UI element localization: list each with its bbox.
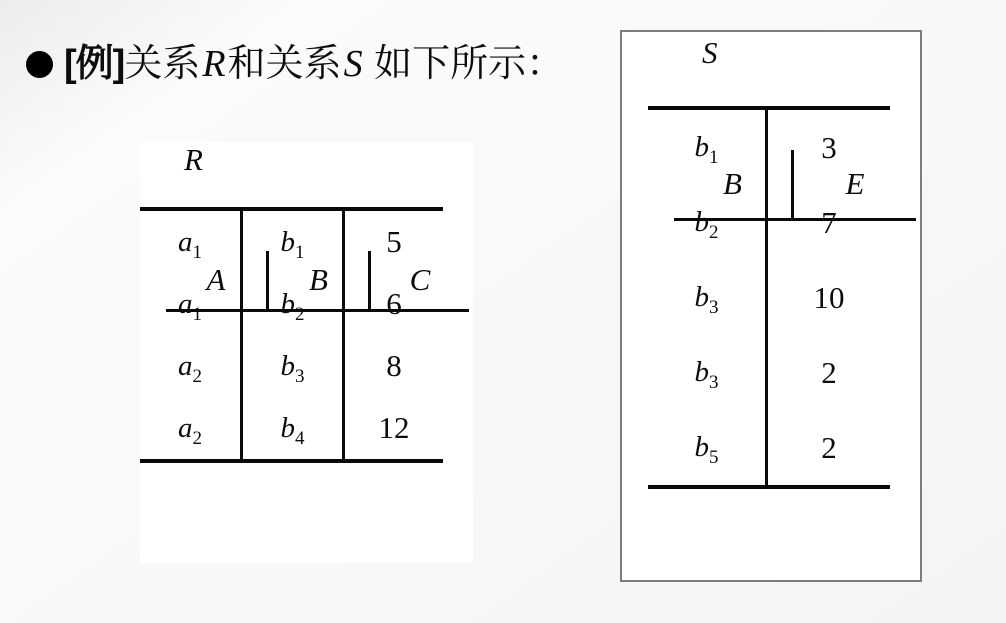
table-cell — [765, 260, 890, 335]
cell-value: $b_1$ — [694, 131, 719, 168]
cell-value: 2 — [821, 354, 837, 390]
table-cell — [648, 335, 765, 410]
cell-value: $b_3$ — [694, 281, 719, 318]
relation-s-header-row — [674, 150, 916, 221]
cell-value: 6 — [386, 286, 402, 321]
cell-value: $a_2$ — [178, 411, 202, 449]
cell-value: 2 — [821, 429, 837, 465]
cell-value: 12 — [378, 410, 410, 445]
slide-title-segment: 如下所示： — [364, 43, 565, 85]
cell-value: $b_3$ — [280, 349, 305, 387]
cell-value: $b_1$ — [280, 225, 305, 263]
column-header-label: C — [409, 262, 431, 297]
table-cell — [140, 335, 240, 397]
column-header — [791, 150, 916, 218]
cell-value: $a_1$ — [178, 225, 202, 263]
table-cell — [240, 397, 342, 459]
column-header-label: A — [206, 262, 226, 297]
slide-title-segment: [例] — [64, 43, 125, 85]
cell-value: $b_2$ — [280, 287, 305, 325]
cell-value: $b_2$ — [694, 206, 719, 243]
slide-title-segment: R — [202, 43, 226, 85]
column-header-label: E — [845, 166, 865, 201]
column-header — [266, 251, 368, 309]
cell-value: 5 — [386, 224, 402, 259]
slide-title-text — [64, 40, 564, 88]
bullet-icon — [26, 51, 53, 78]
relation-r-panel — [140, 142, 473, 563]
cell-value: 8 — [386, 348, 402, 383]
column-header — [368, 251, 469, 309]
relation-r-title: R — [184, 142, 203, 177]
table-row — [648, 410, 890, 485]
cell-value: $a_2$ — [178, 349, 202, 387]
cell-value: $b_5$ — [694, 431, 719, 468]
table-row — [140, 397, 443, 459]
relation-s-table — [648, 106, 890, 489]
table-cell — [240, 335, 342, 397]
cell-value: 7 — [821, 204, 837, 240]
slide-title-segment: 关系 — [124, 43, 201, 85]
column-header — [166, 251, 266, 309]
relation-r-header-row — [166, 251, 469, 312]
table-cell — [648, 410, 765, 485]
slide-title-segment: 和关系 — [227, 43, 342, 85]
table-cell — [648, 260, 765, 335]
table-cell — [342, 397, 443, 459]
cell-value: $b_4$ — [280, 411, 305, 449]
table-cell — [342, 335, 443, 397]
table-cell — [140, 397, 240, 459]
table-cell — [765, 410, 890, 485]
table-row — [140, 335, 443, 397]
relation-s-title: S — [702, 35, 718, 70]
cell-value: $b_3$ — [694, 356, 719, 393]
table-row — [648, 335, 890, 410]
relation-s-panel — [620, 30, 922, 582]
slide-bullet-line — [26, 40, 564, 88]
table-cell — [765, 335, 890, 410]
column-header — [674, 150, 791, 218]
cell-value: $a_1$ — [178, 287, 202, 325]
column-header-label: B — [309, 262, 328, 297]
relation-r-table — [140, 207, 443, 463]
column-header-label: B — [723, 166, 742, 201]
cell-value: 10 — [813, 279, 845, 315]
cell-value: 3 — [821, 129, 837, 165]
table-row — [648, 260, 890, 335]
slide-title-segment: S — [343, 43, 363, 85]
